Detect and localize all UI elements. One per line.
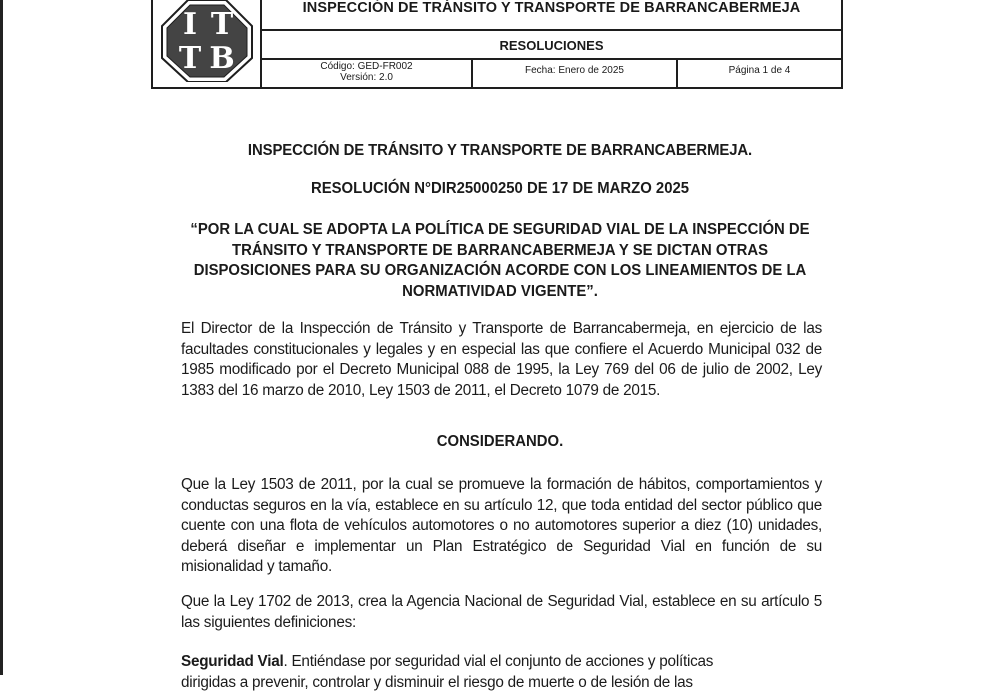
logo-cell xyxy=(153,0,262,87)
header-subtitle: RESOLUCIONES xyxy=(499,38,604,53)
svg-text:B: B xyxy=(209,41,235,76)
definition-term: Seguridad Vial xyxy=(181,653,284,670)
header-title: INSPECCIÓN DE TRÁNSITO Y TRANSPORTE DE BARRANCABERMEJA xyxy=(302,0,801,16)
header-subtitle-row xyxy=(262,31,841,60)
svg-text:T: T xyxy=(178,41,202,76)
considering-paragraph-2: Que la Ley 1702 de 2013, crea la Agencia Nacional de Seguridad Vial, establece en su artículo 5 las siguientes definiciones: xyxy=(181,593,822,631)
document-code: Código: GED-FR002 xyxy=(320,61,413,72)
page-number: Página 1 de 4 xyxy=(728,65,791,76)
svg-text:T: T xyxy=(210,7,234,42)
header-title-row xyxy=(262,0,841,31)
organization-heading: INSPECCIÓN DE TRÁNSITO Y TRANSPORTE DE BARRANCABERMEJA. xyxy=(247,142,753,159)
ittb-logo-icon xyxy=(158,0,256,82)
considering-heading: CONSIDERANDO. xyxy=(436,433,564,450)
document-date: Fecha: Enero de 2025 xyxy=(473,60,678,87)
definition-text: . Entiéndase por seguridad vial el conjunto de acciones y políticas xyxy=(283,653,714,670)
svg-text:I: I xyxy=(182,7,198,42)
document-header-table xyxy=(151,0,843,89)
definition-cut-line: dirigidas a prevenir, controlar y disminuir el riesgo de muerte o de lesión de las xyxy=(181,673,693,691)
resolution-number: RESOLUCIÓN N°DIR25000250 DE 17 DE MARZO 2025 xyxy=(310,180,690,197)
considering-paragraph-1: Que la Ley 1503 de 2011, por la cual se promueve la formación de hábitos, comportamientos y conductas seguros en la vía, establece en su artículo 12, que toda entidad del sector público que cuente con una flota de vehículos automotores o no automotores superior a diez (10) unidades, deberá diseñar e implementar un Plan Estratégico de Seguridad Vial en función de su misionalidad y tamaño. xyxy=(181,476,822,576)
page-edge xyxy=(0,0,3,675)
header-meta-row xyxy=(262,60,841,87)
document-version: Versión: 2.0 xyxy=(340,72,393,83)
resolution-subject: “POR LA CUAL SE ADOPTA LA POLÍTICA DE SEGURIDAD VIAL DE LA INSPECCIÓN DE TRÁNSITO Y TRANSPORTE DE BARRANCABERMEJA Y SE DICTAN OTRAS DISPOSICIONES PARA SU ORGANIZACIÓN ACORDE CON LOS LINEAMIENTOS DE LA NORMATIVIDAD VIGENTE”. xyxy=(190,221,810,300)
definition-paragraph xyxy=(181,652,822,693)
code-version-cell xyxy=(262,60,473,87)
preamble-paragraph: El Director de la Inspección de Tránsito y Transporte de Barrancabermeja, en ejercicio de las facultades constitucionales y legales y en especial las que confiere el Acuerdo Municipal 032 de 1985 modificado por el Decreto Municipal 088 de 1995, la Ley 769 del 06 de julio de 2002, Ley 1383 del 16 marzo de 2010, Ley 1503 de 2011, el Decreto 1079 de 2015. xyxy=(181,320,822,399)
